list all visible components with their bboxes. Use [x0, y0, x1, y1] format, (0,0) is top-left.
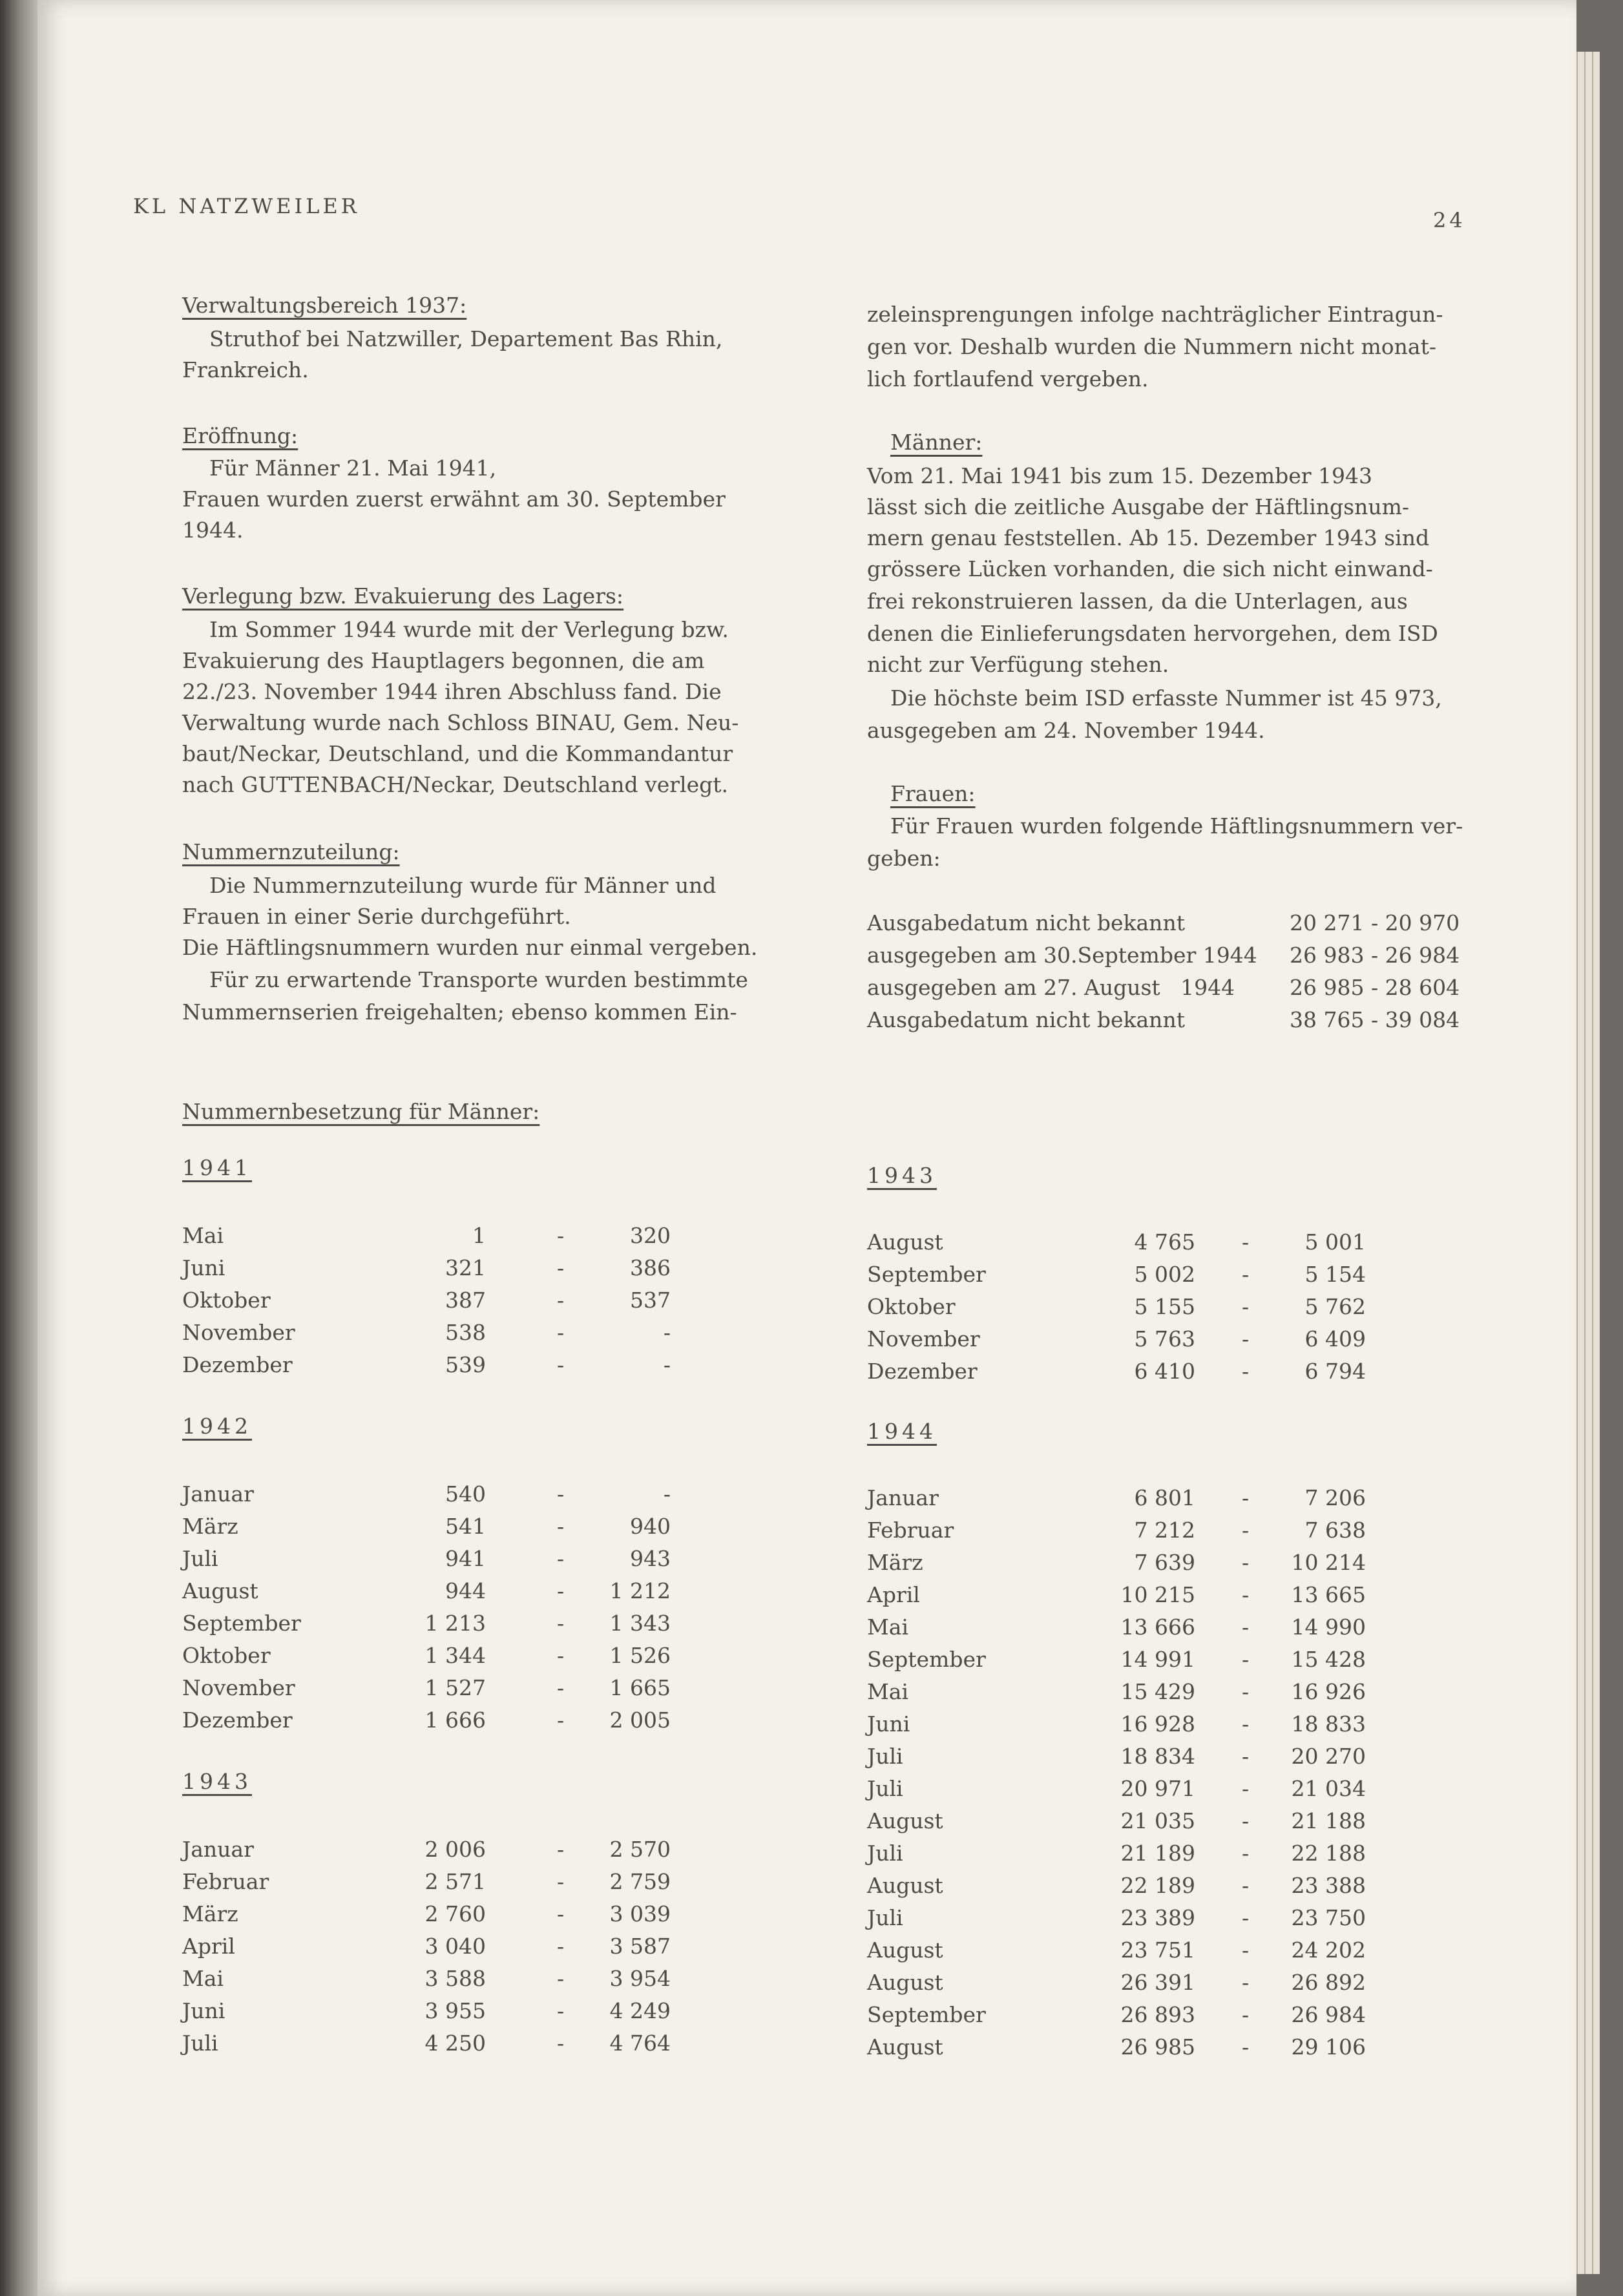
- range-end: 4 249: [609, 1998, 671, 2023]
- table-row: [37, 1837, 1524, 1870]
- text-line: lich fortlaufend vergeben.: [867, 366, 1149, 391]
- month-name: Juli: [867, 1744, 903, 1769]
- table-row: [37, 1902, 1524, 1934]
- range-dash: -: [557, 1901, 565, 1926]
- range-end: 943: [630, 1546, 671, 1571]
- year-heading: 1944: [867, 1419, 937, 1444]
- range-start: 944: [445, 1578, 486, 1603]
- month-name: August: [867, 1229, 943, 1255]
- month-name: Mai: [182, 1223, 224, 1248]
- range-dash: -: [557, 1288, 565, 1313]
- heading-frauen: Frauen:: [890, 781, 976, 806]
- month-name: August: [867, 1873, 943, 1898]
- month-name: Juni: [182, 1998, 225, 2023]
- range-dash: -: [1242, 1359, 1250, 1384]
- text-line: Für Männer 21. Mai 1941,: [209, 455, 497, 481]
- range-start: 26 985: [1120, 2034, 1195, 2060]
- month-name: Juli: [182, 1546, 218, 1571]
- heading-nummernzuteilung: Nummernzuteilung:: [182, 839, 400, 864]
- range-end: -: [663, 1352, 671, 1377]
- text-line: lässt sich die zeitliche Ausgabe der Häftlingsnum-: [867, 494, 1410, 519]
- range-dash: -: [557, 1578, 565, 1603]
- range-end: 5 001: [1304, 1229, 1366, 1255]
- range-start: 18 834: [1120, 1744, 1195, 1769]
- heading-maenner: Männer:: [890, 430, 983, 455]
- table-row: [37, 1999, 1524, 2031]
- range-dash: -: [1242, 1647, 1250, 1672]
- range-start: 5 002: [1134, 1262, 1195, 1287]
- table-row: [37, 1644, 1524, 1676]
- range-start: 10 215: [1120, 1582, 1195, 1607]
- range-dash: -: [557, 1934, 565, 1959]
- frauen-row: [37, 972, 1524, 1004]
- section-title: Nummernbesetzung für Männer:: [182, 1099, 540, 1124]
- range-dash: -: [557, 1255, 565, 1280]
- range-end: 2 570: [609, 1837, 671, 1862]
- range-end: 386: [630, 1255, 671, 1280]
- range-end: 2 005: [609, 1707, 671, 1733]
- text-line: Frauen wurden zuerst erwähnt am 30. September: [182, 486, 726, 512]
- range-dash: -: [1242, 1518, 1250, 1543]
- range-end: 18 833: [1291, 1711, 1366, 1737]
- table-row: [37, 1740, 1524, 1773]
- table-row: [37, 1934, 1524, 1967]
- range-dash: -: [1242, 1582, 1250, 1607]
- year-heading: 1942: [182, 1414, 252, 1439]
- range-dash: -: [1242, 1262, 1250, 1287]
- text-line: Frankreich.: [182, 357, 309, 382]
- range-start: 13 666: [1120, 1614, 1195, 1640]
- month-name: Mai: [182, 1966, 224, 1991]
- range-dash: -: [557, 1546, 565, 1571]
- month-name: April: [182, 1934, 235, 1959]
- range-end: 6 794: [1304, 1359, 1366, 1384]
- range-start: 15 429: [1120, 1679, 1195, 1704]
- frauen-row-range: 38 765 - 39 084: [1290, 1007, 1460, 1032]
- range-end: 14 990: [1291, 1614, 1366, 1640]
- month-name: September: [867, 1262, 986, 1287]
- range-start: 7 212: [1134, 1518, 1195, 1543]
- month-name: Januar: [182, 1837, 254, 1862]
- frauen-row-label: Ausgabedatum nicht bekannt: [867, 910, 1185, 935]
- range-start: 6 801: [1134, 1485, 1195, 1510]
- text-line: zeleinsprengungen infolge nachträglicher Eintragun-: [867, 302, 1443, 327]
- heading-eroeffnung: Eröffnung:: [182, 423, 298, 448]
- range-dash: -: [1242, 1744, 1250, 1769]
- frauen-row: [37, 939, 1524, 972]
- range-end: 3 039: [609, 1901, 671, 1926]
- month-name: September: [867, 2002, 986, 2027]
- text-line: geben:: [867, 846, 941, 871]
- range-start: 2 006: [424, 1837, 486, 1862]
- range-start: 22 189: [1120, 1873, 1195, 1898]
- range-dash: -: [557, 1611, 565, 1636]
- range-start: 4 250: [424, 2030, 486, 2056]
- range-end: 5 762: [1304, 1294, 1366, 1319]
- page-edge: [1584, 52, 1592, 2274]
- text-line: mern genau feststellen. Ab 15. Dezember 1943 sind: [867, 525, 1430, 550]
- range-end: 6 409: [1304, 1326, 1366, 1352]
- month-name: November: [182, 1675, 295, 1700]
- range-dash: -: [1242, 1808, 1250, 1833]
- range-dash: -: [1242, 1776, 1250, 1801]
- range-end: 21 034: [1291, 1776, 1366, 1801]
- month-name: September: [182, 1611, 301, 1636]
- range-start: 1 344: [424, 1643, 486, 1668]
- table-row: [37, 1355, 1524, 1388]
- range-end: 1 343: [609, 1611, 671, 1636]
- month-name: Dezember: [182, 1707, 293, 1733]
- document-page: [37, 0, 1576, 2296]
- range-dash: -: [557, 1352, 565, 1377]
- table-row: [37, 1291, 1524, 1323]
- frauen-row-label: Ausgabedatum nicht bekannt: [867, 1007, 1185, 1032]
- range-dash: -: [557, 1514, 565, 1539]
- table-row: [37, 1805, 1524, 1837]
- range-start: 23 389: [1120, 1905, 1195, 1930]
- text-line: Frauen in einer Serie durchgeführt.: [182, 904, 571, 929]
- frauen-row-range: 26 983 - 26 984: [1290, 943, 1460, 968]
- frauen-row: [37, 1004, 1524, 1036]
- range-end: 320: [630, 1223, 671, 1248]
- month-name: Januar: [867, 1485, 939, 1510]
- year-heading: 1943: [182, 1769, 252, 1794]
- range-start: 21 035: [1120, 1808, 1195, 1833]
- range-end: 29 106: [1291, 2034, 1366, 2060]
- year-heading: 1941: [182, 1155, 252, 1180]
- range-end: 2 759: [609, 1869, 671, 1894]
- range-end: 10 214: [1291, 1550, 1366, 1575]
- range-start: 539: [445, 1352, 486, 1377]
- range-dash: -: [1242, 1711, 1250, 1737]
- month-name: August: [867, 1970, 943, 1995]
- range-end: 20 270: [1291, 1744, 1366, 1769]
- month-name: Juli: [867, 1841, 903, 1866]
- range-start: 5 763: [1134, 1326, 1195, 1352]
- range-start: 1 527: [424, 1675, 486, 1700]
- table-row: [37, 1870, 1524, 1902]
- text-line: 22./23. November 1944 ihren Abschluss fand. Die: [182, 679, 722, 704]
- range-start: 6 410: [1134, 1359, 1195, 1384]
- text-line: Die Nummernzuteilung wurde für Männer und: [209, 873, 717, 898]
- month-name: Juli: [182, 2030, 218, 2056]
- table-row: [37, 1482, 1524, 1514]
- text-line: Struthof bei Natzwiller, Departement Bas Rhin,: [209, 326, 723, 351]
- frauen-row-range: 20 271 - 20 970: [1290, 910, 1460, 935]
- range-end: 1 665: [609, 1675, 671, 1700]
- range-dash: -: [1242, 2002, 1250, 2027]
- month-name: Oktober: [182, 1288, 271, 1313]
- range-end: 7 638: [1304, 1518, 1366, 1543]
- table-row: [37, 1514, 1524, 1547]
- page-number: 24: [1433, 208, 1466, 233]
- month-name: August: [182, 1578, 258, 1603]
- text-line: Die höchste beim ISD erfasste Nummer ist 45 973,: [890, 685, 1442, 711]
- month-name: März: [182, 1514, 238, 1539]
- table-row: [37, 2031, 1524, 2063]
- text-line: Für Frauen wurden folgende Häftlingsnummern ver-: [890, 813, 1463, 839]
- range-dash: -: [557, 1675, 565, 1700]
- range-start: 26 893: [1120, 2002, 1195, 2027]
- range-dash: -: [557, 1837, 565, 1862]
- range-start: 541: [445, 1514, 486, 1539]
- range-start: 1: [472, 1223, 486, 1248]
- range-dash: -: [1242, 1326, 1250, 1352]
- table-row: [37, 1258, 1524, 1291]
- month-name: August: [867, 2034, 943, 2060]
- text-line: nach GUTTENBACH/Neckar, Deutschland verlegt.: [182, 772, 729, 797]
- table-row: [37, 1547, 1524, 1579]
- range-dash: -: [1242, 2034, 1250, 2060]
- range-dash: -: [1242, 1229, 1250, 1255]
- range-dash: -: [557, 1869, 565, 1894]
- month-name: Oktober: [867, 1294, 956, 1319]
- text-line: ausgegeben am 24. November 1944.: [867, 718, 1265, 743]
- range-start: 21 189: [1120, 1841, 1195, 1866]
- range-end: 13 665: [1291, 1582, 1366, 1607]
- month-name: Juni: [867, 1711, 910, 1737]
- range-dash: -: [1242, 1294, 1250, 1319]
- range-start: 3 588: [424, 1966, 486, 1991]
- table-row: [37, 1773, 1524, 1805]
- month-name: April: [867, 1582, 920, 1607]
- range-dash: -: [557, 1223, 565, 1248]
- range-dash: -: [1242, 1841, 1250, 1866]
- range-start: 1 666: [424, 1707, 486, 1733]
- range-end: 21 188: [1291, 1808, 1366, 1833]
- text-line: Vom 21. Mai 1941 bis zum 15. Dezember 1943: [867, 463, 1372, 488]
- range-dash: -: [1242, 1679, 1250, 1704]
- frauen-row-label: ausgegeben am 30.September 1944: [867, 943, 1257, 968]
- text-line: 1944.: [182, 517, 244, 543]
- text-line: frei rekonstruieren lassen, da die Unterlagen, aus: [867, 589, 1408, 614]
- heading-verwaltungsbereich: Verwaltungsbereich 1937:: [182, 293, 467, 318]
- range-dash: -: [557, 1707, 565, 1733]
- range-end: 1 526: [609, 1643, 671, 1668]
- month-name: Juli: [867, 1776, 903, 1801]
- month-name: März: [182, 1901, 238, 1926]
- range-end: 26 892: [1291, 1970, 1366, 1995]
- range-end: 940: [630, 1514, 671, 1539]
- table-row: [37, 1708, 1524, 1740]
- range-end: 15 428: [1291, 1647, 1366, 1672]
- year-heading: 1943: [867, 1163, 937, 1188]
- range-start: 1 213: [424, 1611, 486, 1636]
- range-start: 16 928: [1120, 1711, 1195, 1737]
- range-end: 1 212: [609, 1578, 671, 1603]
- range-dash: -: [1242, 1485, 1250, 1510]
- range-start: 4 765: [1134, 1229, 1195, 1255]
- range-dash: -: [1242, 1550, 1250, 1575]
- text-line: gen vor. Deshalb wurden die Nummern nicht monat-: [867, 334, 1436, 359]
- range-start: 540: [445, 1481, 486, 1507]
- range-end: 7 206: [1304, 1485, 1366, 1510]
- range-start: 20 971: [1120, 1776, 1195, 1801]
- page-edge: [1576, 52, 1584, 2274]
- range-end: -: [663, 1481, 671, 1507]
- range-end: 26 984: [1291, 2002, 1366, 2027]
- month-name: November: [182, 1320, 295, 1345]
- range-start: 538: [445, 1320, 486, 1345]
- range-start: 3 040: [424, 1934, 486, 1959]
- range-start: 387: [445, 1288, 486, 1313]
- month-name: Februar: [867, 1518, 954, 1543]
- month-name: Juni: [182, 1255, 225, 1280]
- range-dash: -: [1242, 1970, 1250, 1995]
- running-header-title: KL NATZWEILER: [133, 194, 360, 218]
- table-row: [37, 1611, 1524, 1644]
- text-line: Die Häftlingsnummern wurden nur einmal vergeben.: [182, 935, 758, 960]
- range-end: 5 154: [1304, 1262, 1366, 1287]
- range-dash: -: [557, 2030, 565, 2056]
- range-start: 26 391: [1120, 1970, 1195, 1995]
- frauen-row-range: 26 985 - 28 604: [1290, 975, 1460, 1000]
- range-dash: -: [1242, 1905, 1250, 1930]
- range-dash: -: [557, 1320, 565, 1345]
- range-start: 14 991: [1120, 1647, 1195, 1672]
- page-edge: [1592, 52, 1600, 2274]
- table-row: [37, 1967, 1524, 1999]
- range-end: -: [663, 1320, 671, 1345]
- range-dash: -: [1242, 1614, 1250, 1640]
- range-start: 5 155: [1134, 1294, 1195, 1319]
- range-start: 941: [445, 1546, 486, 1571]
- text-line: grössere Lücken vorhanden, die sich nicht einwand-: [867, 556, 1433, 581]
- month-name: Juli: [867, 1905, 903, 1930]
- month-name: Januar: [182, 1481, 254, 1507]
- table-row: [37, 1323, 1524, 1355]
- month-name: März: [867, 1550, 923, 1575]
- range-end: 24 202: [1291, 1937, 1366, 1963]
- month-name: August: [867, 1808, 943, 1833]
- month-name: Dezember: [182, 1352, 293, 1377]
- range-end: 16 926: [1291, 1679, 1366, 1704]
- text-line: denen die Einlieferungsdaten hervorgehen, dem ISD: [867, 621, 1438, 646]
- month-name: Februar: [182, 1869, 269, 1894]
- range-end: 23 750: [1291, 1905, 1366, 1930]
- range-dash: -: [557, 1966, 565, 1991]
- month-name: Mai: [867, 1679, 909, 1704]
- range-end: 22 188: [1291, 1841, 1366, 1866]
- month-name: September: [867, 1647, 986, 1672]
- range-start: 321: [445, 1255, 486, 1280]
- range-end: 23 388: [1291, 1873, 1366, 1898]
- text-line: Verwaltung wurde nach Schloss BINAU, Gem. Neu-: [182, 710, 739, 735]
- month-name: August: [867, 1937, 943, 1963]
- range-dash: -: [557, 1481, 565, 1507]
- text-line: baut/Neckar, Deutschland, und die Kommandantur: [182, 741, 733, 766]
- table-row: [37, 1226, 1524, 1258]
- range-dash: -: [557, 1643, 565, 1668]
- range-end: 4 764: [609, 2030, 671, 2056]
- frauen-row: [37, 907, 1524, 939]
- range-start: 2 760: [424, 1901, 486, 1926]
- range-dash: -: [1242, 1873, 1250, 1898]
- month-name: Dezember: [867, 1359, 978, 1384]
- text-line: nicht zur Verfügung stehen.: [867, 652, 1169, 677]
- frauen-row-label: ausgegeben am 27. August 1944: [867, 975, 1235, 1000]
- range-dash: -: [557, 1998, 565, 2023]
- range-end: 537: [630, 1288, 671, 1313]
- range-end: 3 954: [609, 1966, 671, 1991]
- range-end: 3 587: [609, 1934, 671, 1959]
- month-name: Oktober: [182, 1643, 271, 1668]
- table-row: [37, 1579, 1524, 1611]
- month-name: Mai: [867, 1614, 909, 1640]
- month-name: November: [867, 1326, 980, 1352]
- text-line: Nummernserien freigehalten; ebenso kommen Ein-: [182, 999, 737, 1025]
- text-line: Für zu erwartende Transporte wurden bestimmte: [209, 967, 748, 992]
- heading-verlegung: Verlegung bzw. Evakuierung des Lagers:: [182, 583, 624, 609]
- range-start: 3 955: [424, 1998, 486, 2023]
- range-start: 2 571: [424, 1869, 486, 1894]
- table-row: [37, 1676, 1524, 1708]
- range-dash: -: [1242, 1937, 1250, 1963]
- range-start: 23 751: [1120, 1937, 1195, 1963]
- text-line: Im Sommer 1944 wurde mit der Verlegung bzw.: [209, 617, 729, 642]
- range-start: 7 639: [1134, 1550, 1195, 1575]
- text-line: Evakuierung des Hauptlagers begonnen, die am: [182, 648, 705, 673]
